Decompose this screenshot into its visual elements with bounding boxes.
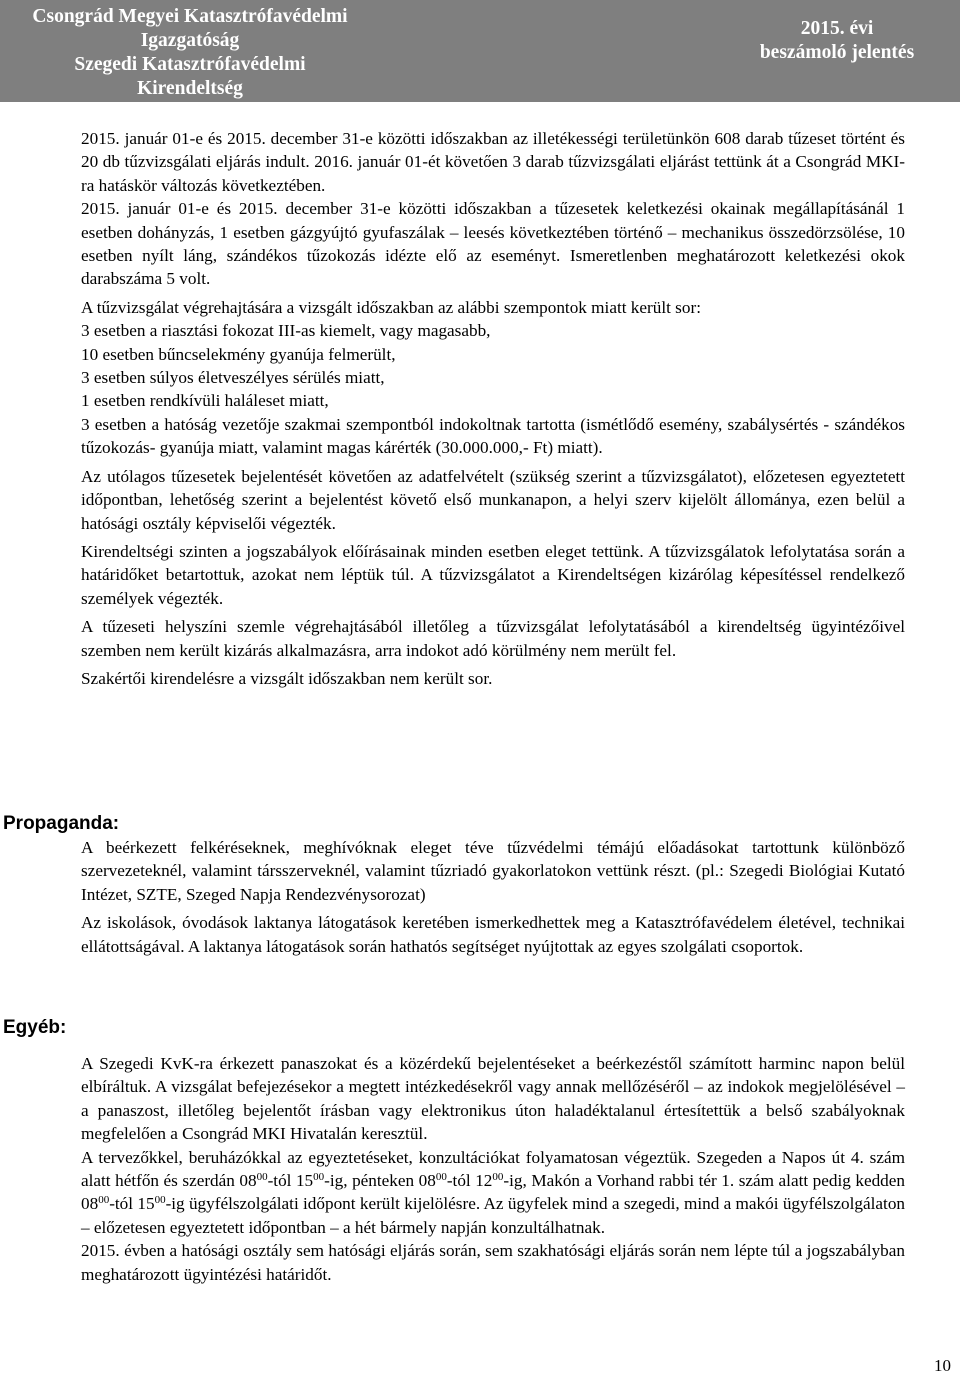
text-run: -tól 12 [446, 1171, 493, 1191]
list-item: 10 esetben bűncselekmény gyanúja felmerült, [81, 344, 396, 364]
header-organization [0, 5, 380, 101]
list-item: 3 esetben súlyos életveszélyes sérülés miatt, [81, 368, 385, 388]
header-year: 2015. évi [800, 18, 874, 39]
paragraph: A Szegedi KvK-ra érkezett panaszokat és a közérdekű bejelentéseket a beérkezéstől számított harminc napon belül elbíráltuk. A vizsgálat befejezésekor a megtett intézkedésekről vagy annak mellőzéséről – az indokok megjelölésével – a panaszost, illetőleg bejelentőt írásban vagy elektronikus úton haladéktalanul értesítettük a belső szabályoknak megfelelően a Csongrád MKI Hivatalán keresztül. [81, 1054, 905, 1144]
header-report-name: beszámoló jelentés [759, 42, 915, 63]
header-report-title [722, 17, 952, 65]
propaganda-section [81, 836, 905, 958]
paragraph: 2015. évben a hatósági osztály sem hatósági eljárás során, sem szakhatósági eljárás során nem lépte túl a jogszabályban meghatározott ügyintézési határidőt. [81, 1241, 905, 1284]
header-org-line: Szegedi Katasztrófavédelmi [74, 54, 306, 75]
paragraph: A beérkezett felkéréseknek, meghívóknak eleget téve tűzvédelmi témájú előadásokat tartottunk különböző szervezeteknél, valamint társszerveknél, valamint tűzriadó gyakorlatokon vettünk részt. (pl.: Szegedi Biológiai Kutató Intézet, SZTE, Szeged Napja Rendezvénysorozat) [81, 838, 905, 904]
paragraph: Kirendeltségi szinten a jogszabályok előírásainak minden esetben eleget tettünk. A tűzvizsgálatok lefolytatása során a határidőket betartottuk, azokat nem léptük túl. A tűzvizsgálatot a Kirendeltségen kizárólag képesítéssel rendelkező személyek végezték. [81, 541, 905, 608]
superscript: 00 [435, 1171, 447, 1184]
list-item: 3 esetben a riasztási fokozat III-as kiemelt, vagy magasabb, [81, 321, 491, 341]
superscript: 00 [98, 1194, 110, 1207]
list-intro: A tűzvizsgálat végrehajtására a vizsgált időszakban az alábbi szempontok miatt került sor: [81, 297, 701, 317]
paragraph: Az iskolások, óvodások laktanya látogatások keretében ismerkedhettek meg a Katasztrófavédelem életével, technikai ellátottságával. A laktanya látogatások során hathatós segítséget nyújtottak az egyes szolgálati csoportok. [81, 913, 905, 956]
paragraph [81, 1146, 905, 1240]
text-run: -tól 15 [267, 1171, 314, 1191]
superscript: 00 [154, 1194, 166, 1207]
superscript: 00 [313, 1171, 325, 1184]
list-item: 1 esetben rendkívüli haláleset miatt, [81, 391, 329, 411]
section-label-propaganda: Propaganda: [3, 813, 120, 834]
section-label-egyeb: Egyéb: [3, 1017, 67, 1038]
egyeb-section [81, 1052, 905, 1286]
paragraph: A tűzeseti helyszíni szemle végrehajtásából illetőleg a tűzvizsgálat lefolytatásából a kirendeltség ügyintézőivel szemben nem került kizárás alkalmazásra, arra indokot adó körülmény nem merült fel. [81, 617, 905, 660]
page-header [0, 0, 960, 102]
list-item: 3 esetben a hatóság vezetője szakmai szempontból indokoltnak tartotta (ismétlődő esemény, szabálysértés - szándékos tűzokozás- gyanúja miatt, valamint magas kárérték (30.000.000,- Ft) miatt). [81, 414, 905, 458]
text-run: -tól 15 [109, 1194, 155, 1214]
paragraph [81, 296, 905, 460]
header-org-line: Igazgatóság [140, 30, 240, 51]
header-org-line: Csongrád Megyei Katasztrófavédelmi [32, 6, 348, 27]
page-number: 10 [934, 1356, 951, 1375]
text-run: -ig, pénteken 08 [324, 1171, 436, 1191]
text-run: A tervezőkkel, beruházókkal az egyeztetéseket, konzultációkat folyamatosan végeztük. Szegeden a Napos út 4. szám alatt hétfőn és szerdán 08 [81, 1147, 905, 1191]
main-text [81, 127, 905, 690]
header-org-line: Kirendeltség [137, 78, 243, 99]
paragraph: 2015. január 01-e és 2015. december 31-e közötti időszakban a tűzesetek keletkezési okainak megállapításánál 1 esetben dohányzás, 1 esetben gázgyújtó gyufaszálak – leesés következtében történő – mechanikus összedörzsölése, 10 esetben nyílt láng, szándékos tűzokozás idézte elő az eseményt. Ismeretlenben meghatározott keletkezési okok darabszáma 5 volt. [81, 199, 905, 289]
superscript: 00 [492, 1171, 504, 1184]
paragraph: 2015. január 01-e és 2015. december 31-e közötti időszakban az illetékességi területünkön 608 darab tűzeset történt és 20 db tűzvizsgálati eljárás indult. 2016. január 01-ét követően 3 darab tűzvizsgálati eljárást tettünk át a Csongrád MKI-ra hatáskör változás következtében. [81, 129, 905, 195]
text-run: -ig, Makón a Vorhand rabbi tér 1. szám alatt pedig kedden 08 [81, 1171, 905, 1214]
text-run: -ig ügyfélszolgálati időpont került kijelölésre. Az ügyfelek mind a szegedi, mind a makói ügyfélszolgálaton – előzetesen egyeztetett időpontban – a hét bármely napján konzultálhatnak. [81, 1194, 906, 1237]
paragraph: Az utólagos tűzesetek bejelentését követően az adatfelvételt (szükség szerint a tűzvizsgálatot), előzetesen egyeztetett időpontban, lehetőség szerint a bejelentést követő első munkanapon, a helyi szerv kijelölt állománya, ezen belül a hatósági osztály képviselői végezték. [81, 466, 905, 533]
paragraph: Szakértői kirendelésre a vizsgált időszakban nem került sor. [81, 668, 493, 688]
superscript: 00 [256, 1171, 268, 1184]
